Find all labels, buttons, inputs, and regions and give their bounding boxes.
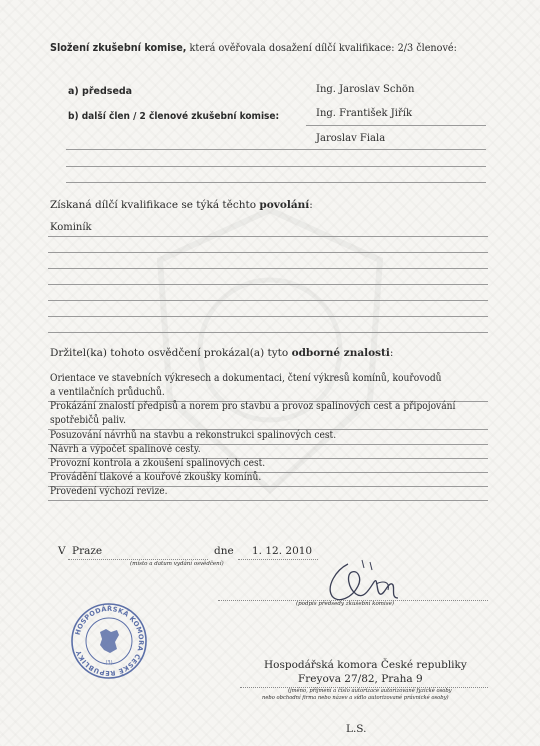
committee-heading (50, 42, 492, 54)
profession-line-2 (48, 252, 488, 253)
profession-value: Kominík (50, 222, 92, 233)
member-label: b) další člen / 2 členové zkušební komise: (68, 111, 280, 122)
profession-line-3 (48, 268, 488, 269)
knowledge-item: Orientace ve stavebních výkresech a dokumentaci, čtení výkresů komínů, kouřovodů (50, 373, 442, 384)
date-label: dne (214, 545, 234, 557)
place-line (68, 559, 208, 560)
ls-mark: L.S. (346, 723, 367, 735)
profession-line-1 (48, 236, 488, 237)
chamber-stamp (70, 602, 148, 680)
chair-label: a) předseda (68, 86, 133, 97)
date-value: 1. 12. 2010 (252, 545, 313, 557)
knowledge-item: Provozní kontrola a zkoušení spalinových cest. (50, 458, 266, 469)
knowledge-item: a ventilačních průduchů. (50, 387, 165, 398)
issuer-caption-1: (jméno, příjmení a číslo autorizace autorizované fyzické osoby (288, 688, 452, 694)
chair-name: Ing. Jaroslav Schön (316, 84, 415, 95)
knowledge-heading-bold: odborné znalosti (291, 347, 390, 359)
member-name-1: Ing. František Jiřík (316, 108, 413, 119)
knowledge-item: spotřebičů paliv. (50, 415, 126, 426)
place-date-caption: (místo a datum vydání osvědčení) (130, 561, 224, 567)
profession-heading: Získaná dílčí kvalifikace se týká těchto povolání: (50, 199, 313, 211)
profession-line-5 (48, 300, 488, 301)
place-value: Praze (72, 545, 103, 557)
knowledge-line (48, 500, 488, 501)
knowledge-item: Provádění tlakové a kouřové zkoušky komínů. (50, 472, 262, 483)
profession-line-6 (48, 316, 488, 317)
committee-heading-bold: Složení zkušební komise, (50, 42, 187, 54)
member-line-3 (66, 166, 486, 167)
profession-heading-bold: povolání (259, 199, 310, 211)
profession-line-4 (48, 284, 488, 285)
knowledge-heading: Držitel(ka) tohoto osvědčení prokázal(a) tyto odborné znalosti: (50, 347, 394, 359)
knowledge-item: Posuzování návrhů na stavbu a rekonstrukci spalinových cest. (50, 430, 337, 441)
knowledge-item: Provedení výchozí revize. (50, 486, 168, 497)
member-name-2: Jaroslav Fiala (316, 133, 386, 144)
knowledge-item: Návrh a výpočet spalinové cesty. (50, 444, 201, 455)
svg-text:HOSPODÁŘSKÁ KOMORA ČESKÉ REPUB: HOSPODÁŘSKÁ KOMORA ČESKÉ REPUBLIKY (73, 604, 146, 678)
svg-text:(3): (3) (105, 660, 113, 666)
member-line-1 (306, 125, 486, 126)
profession-line-7 (48, 332, 488, 333)
issuer-name: Hospodářská komora České republiky (264, 659, 467, 671)
place-v-label: V (58, 545, 66, 557)
issuer-address: Freyova 27/82, Praha 9 (298, 673, 423, 685)
member-line-2 (66, 149, 486, 150)
signature-caption: (podpis předsedy zkušební komise) (296, 601, 394, 607)
knowledge-item: Prokázání znalostí předpisů a norem pro stavbu a provoz spalinových cest a připojování (50, 401, 456, 412)
member-line-4 (66, 182, 486, 183)
issuer-caption-2: nebo obchodní firma nebo název a sídlo autorizované právnické osoby) (262, 695, 449, 701)
date-line (238, 559, 318, 560)
committee-heading-rest: která ověřovala dosažení dílčí kvalifikace: 2/3 členové: (186, 42, 457, 54)
